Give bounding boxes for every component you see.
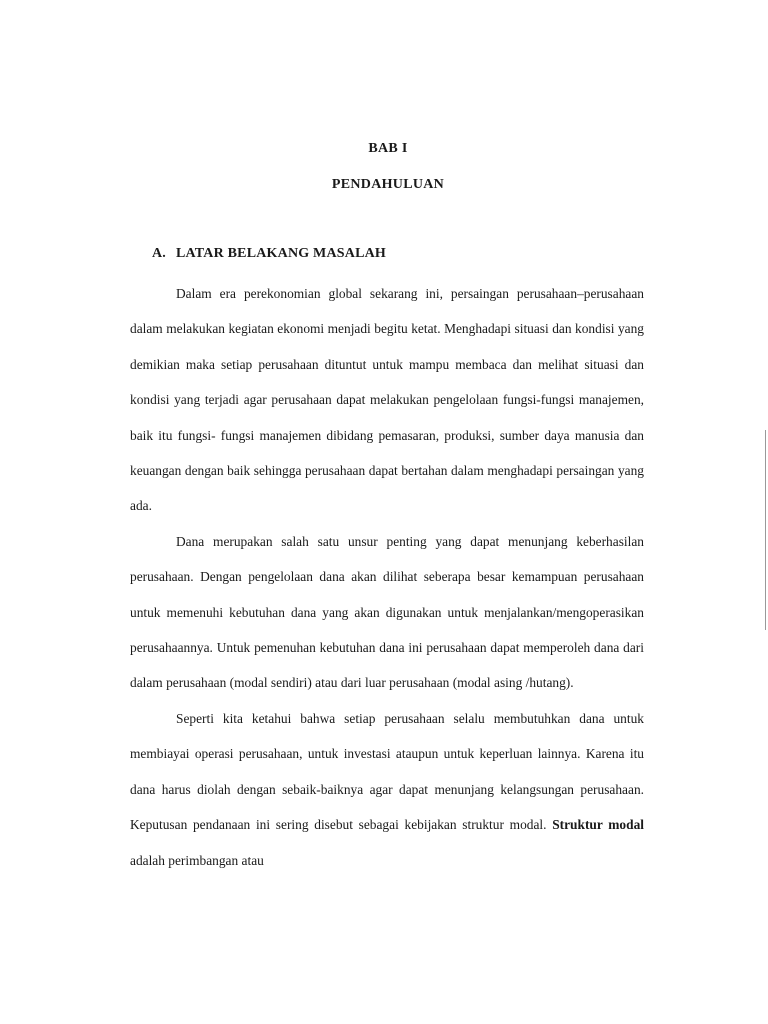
chapter-title: PENDAHULUAN [331, 177, 445, 192]
bold-term: Struktur modal [552, 817, 644, 833]
chapter-number: BAB I [368, 141, 408, 156]
section-heading [152, 246, 386, 262]
section-title: LATAR BELAKANG MASALAH [176, 246, 387, 261]
paragraph-1: Dalam era perekonomian global sekarang ini, persaingan perusahaan–perusahaan dalam melakukan kegiatan ekonomi menjadi begitu ketat. Menghadapi situasi dan kondisi yang demikian maka setiap perusahaan dituntut untuk mampu membaca dan melihat situasi dan kondisi yang terjadi agar perusahaan dapat melakukan pengelolaan fungsi-fungsi manajemen, baik itu fungsi- fungsi manajemen dibidang pemasaran, produksi, sumber daya manusia dan keuangan dengan baik sehingga perusahaan dapat bertahan dalam menghadapi persaingan yang ada. [130, 286, 644, 514]
section-letter: A. [152, 246, 167, 261]
scan-edge-line [765, 430, 766, 630]
paragraph-3-text-before: Seperti kita ketahui bahwa setiap perusahaan selalu membutuhkan dana untuk membiayai operasi perusahaan, untuk investasi ataupun untuk keperluan lainnya. Karena itu dana harus diolah dengan sebaik-baiknya agar dapat menunjang kelangsungan perusahaan. Keputusan pendanaan ini sering disebut sebagai kebijakan struktur modal. [130, 710, 644, 833]
paragraph-3 [130, 701, 644, 878]
body-text [130, 276, 644, 878]
paragraph-3-text-after: adalah perimbangan atau [130, 852, 264, 868]
paragraph-2: Dana merupakan salah satu unsur penting yang dapat menunjang keberhasilan perusahaan. Dengan pengelolaan dana akan dilihat seberapa besar kemampuan perusahaan untuk memenuhi kebutuhan dana yang akan digunakan untuk menjalankan/mengoperasikan perusahaannya. Untuk pemenuhan kebutuhan dana ini perusahaan dapat memperoleh dana dari dalam perusahaan (modal sendiri) atau dari luar perusahaan (modal asing /hutang). [130, 533, 644, 691]
